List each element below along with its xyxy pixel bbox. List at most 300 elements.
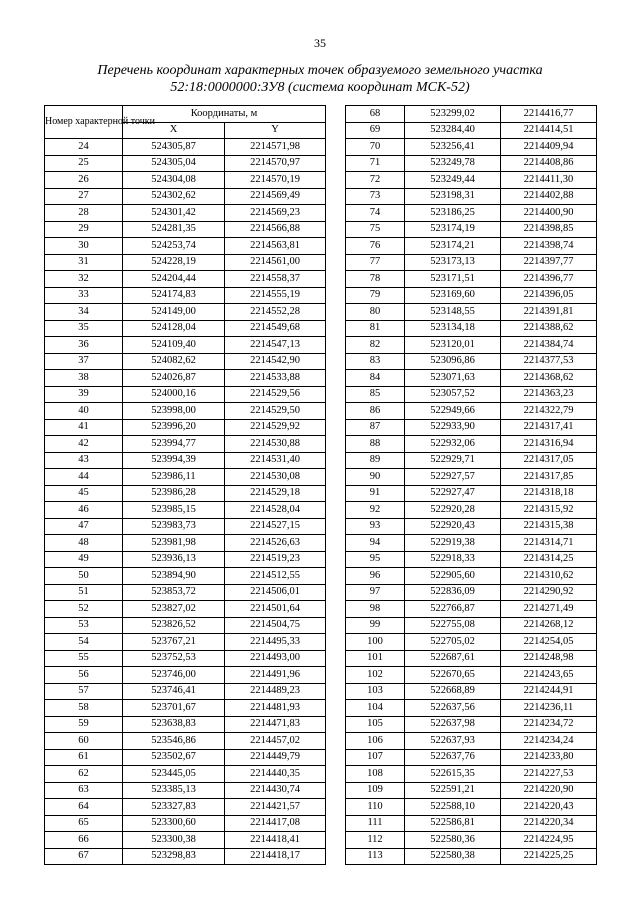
- point-number-cell: 111: [346, 815, 405, 832]
- point-number-cell: 52: [45, 601, 123, 618]
- point-number-cell: 50: [45, 568, 123, 585]
- y-coordinate-cell: 2214315,38: [501, 518, 597, 535]
- table-row: [45, 221, 326, 238]
- table-row: [45, 535, 326, 552]
- x-coordinate-cell: 523767,21: [123, 634, 225, 651]
- point-number-cell: 81: [346, 320, 405, 337]
- y-coordinate-cell: 2214317,05: [501, 452, 597, 469]
- x-coordinate-cell: 524000,16: [123, 386, 225, 403]
- y-coordinate-cell: 2214529,56: [225, 386, 326, 403]
- x-coordinate-cell: 523057,52: [405, 386, 501, 403]
- table-row: [346, 386, 597, 403]
- y-coordinate-cell: 2214398,85: [501, 221, 597, 238]
- x-coordinate-cell: 523983,73: [123, 518, 225, 535]
- x-coordinate-cell: 523986,28: [123, 485, 225, 502]
- point-number-cell: 76: [346, 238, 405, 255]
- point-number-cell: 102: [346, 667, 405, 684]
- coordinates-table-left: [44, 105, 326, 865]
- point-number-cell: 53: [45, 617, 123, 634]
- table-row: [45, 716, 326, 733]
- table-row: [45, 188, 326, 205]
- table-row: [346, 568, 597, 585]
- table-row: [45, 832, 326, 849]
- y-coordinate-cell: 2214220,34: [501, 815, 597, 832]
- table-row: [45, 551, 326, 568]
- y-coordinate-cell: 2214549,68: [225, 320, 326, 337]
- table-row: [45, 155, 326, 172]
- point-number-cell: 61: [45, 749, 123, 766]
- x-coordinate-cell: 523986,11: [123, 469, 225, 486]
- point-number-cell: 43: [45, 452, 123, 469]
- table-row: [346, 320, 597, 337]
- x-coordinate-cell: 523994,77: [123, 436, 225, 453]
- y-coordinate-cell: 2214290,92: [501, 584, 597, 601]
- table-row: [346, 304, 597, 321]
- y-coordinate-cell: 2214316,94: [501, 436, 597, 453]
- y-coordinate-cell: 2214471,83: [225, 716, 326, 733]
- point-number-cell: 79: [346, 287, 405, 304]
- point-number-cell: 104: [346, 700, 405, 717]
- table-row: [45, 617, 326, 634]
- x-coordinate-cell: 524305,04: [123, 155, 225, 172]
- x-coordinate-cell: 523299,02: [405, 106, 501, 123]
- x-coordinate-cell: 523071,63: [405, 370, 501, 387]
- table-row: [45, 766, 326, 783]
- point-number-cell: 97: [346, 584, 405, 601]
- x-coordinate-cell: 523853,72: [123, 584, 225, 601]
- y-coordinate-cell: 2214409,94: [501, 139, 597, 156]
- table-row: [346, 502, 597, 519]
- x-coordinate-cell: 522670,65: [405, 667, 501, 684]
- table-row: [346, 485, 597, 502]
- x-coordinate-cell: 523249,78: [405, 155, 501, 172]
- point-number-cell: 32: [45, 271, 123, 288]
- point-number-cell: 65: [45, 815, 123, 832]
- y-coordinate-cell: 2214542,90: [225, 353, 326, 370]
- table-row: [346, 766, 597, 783]
- point-number-cell: 26: [45, 172, 123, 189]
- title-line-1: Перечень координат характерных точек образуемого земельного участка: [97, 63, 543, 78]
- table-row: [45, 502, 326, 519]
- x-coordinate-cell: 523752,53: [123, 650, 225, 667]
- y-coordinate-cell: 2214368,62: [501, 370, 597, 387]
- point-number-cell: 107: [346, 749, 405, 766]
- x-coordinate-cell: 523096,86: [405, 353, 501, 370]
- x-coordinate-cell: 522580,36: [405, 832, 501, 849]
- point-number-cell: 28: [45, 205, 123, 222]
- point-number-cell: 75: [346, 221, 405, 238]
- table-row: [346, 683, 597, 700]
- table-row: [45, 320, 326, 337]
- point-number-cell: 40: [45, 403, 123, 420]
- y-coordinate-cell: 2214384,74: [501, 337, 597, 354]
- table-row: [346, 782, 597, 799]
- y-coordinate-cell: 2214501,64: [225, 601, 326, 618]
- x-coordinate-cell: 523134,18: [405, 320, 501, 337]
- x-coordinate-cell: 522591,21: [405, 782, 501, 799]
- coordinates-table-right: [345, 105, 597, 865]
- table-row: [346, 518, 597, 535]
- x-coordinate-cell: 523300,60: [123, 815, 225, 832]
- point-number-cell: 59: [45, 716, 123, 733]
- point-number-cell: 34: [45, 304, 123, 321]
- point-number-cell: 109: [346, 782, 405, 799]
- point-number-cell: 94: [346, 535, 405, 552]
- table-row: [45, 584, 326, 601]
- x-coordinate-cell: 522927,57: [405, 469, 501, 486]
- y-coordinate-cell: 2214314,71: [501, 535, 597, 552]
- point-number-cell: 37: [45, 353, 123, 370]
- table-row: [346, 419, 597, 436]
- y-coordinate-cell: 2214398,74: [501, 238, 597, 255]
- point-number-cell: 56: [45, 667, 123, 684]
- point-number-cell: 42: [45, 436, 123, 453]
- table-row: [346, 353, 597, 370]
- x-coordinate-cell: 523894,90: [123, 568, 225, 585]
- x-coordinate-cell: 524082,62: [123, 353, 225, 370]
- point-number-cell: 106: [346, 733, 405, 750]
- x-coordinate-cell: 523445,05: [123, 766, 225, 783]
- table-row: [45, 683, 326, 700]
- point-number-cell: 38: [45, 370, 123, 387]
- table-row: [45, 650, 326, 667]
- x-coordinate-cell: 522920,28: [405, 502, 501, 519]
- y-coordinate-cell: 2214388,62: [501, 320, 597, 337]
- y-coordinate-cell: 2214243,65: [501, 667, 597, 684]
- y-coordinate-cell: 2214555,19: [225, 287, 326, 304]
- point-number-cell: 66: [45, 832, 123, 849]
- y-coordinate-cell: 2214248,98: [501, 650, 597, 667]
- x-coordinate-cell: 523120,01: [405, 337, 501, 354]
- y-coordinate-cell: 2214504,75: [225, 617, 326, 634]
- table-row: [346, 832, 597, 849]
- point-number-cell: 25: [45, 155, 123, 172]
- table-row: [45, 205, 326, 222]
- y-coordinate-cell: 2214526,63: [225, 535, 326, 552]
- x-coordinate-cell: 523300,38: [123, 832, 225, 849]
- y-coordinate-cell: 2214570,97: [225, 155, 326, 172]
- point-number-cell: 90: [346, 469, 405, 486]
- table-row: [346, 634, 597, 651]
- header-coordinates: Координаты, м: [123, 106, 326, 123]
- y-coordinate-cell: 2214418,41: [225, 832, 326, 849]
- x-coordinate-cell: 523638,83: [123, 716, 225, 733]
- y-coordinate-cell: 2214234,24: [501, 733, 597, 750]
- x-coordinate-cell: 522918,33: [405, 551, 501, 568]
- point-number-cell: 48: [45, 535, 123, 552]
- y-coordinate-cell: 2214396,77: [501, 271, 597, 288]
- y-coordinate-cell: 2214569,23: [225, 205, 326, 222]
- point-number-cell: 63: [45, 782, 123, 799]
- x-coordinate-cell: 522615,35: [405, 766, 501, 783]
- y-coordinate-cell: 2214493,00: [225, 650, 326, 667]
- x-coordinate-cell: 523284,40: [405, 122, 501, 139]
- x-coordinate-cell: 523173,13: [405, 254, 501, 271]
- y-coordinate-cell: 2214397,77: [501, 254, 597, 271]
- x-coordinate-cell: 522637,56: [405, 700, 501, 717]
- table-row: [346, 271, 597, 288]
- x-coordinate-cell: 522705,02: [405, 634, 501, 651]
- y-coordinate-cell: 2214547,13: [225, 337, 326, 354]
- table-row: [45, 848, 326, 865]
- table-row: [45, 452, 326, 469]
- table-row: [45, 518, 326, 535]
- table-row: [346, 337, 597, 354]
- table-row: [45, 139, 326, 156]
- x-coordinate-cell: 522755,08: [405, 617, 501, 634]
- y-coordinate-cell: 2214225,25: [501, 848, 597, 865]
- table-row: [346, 188, 597, 205]
- point-number-cell: 105: [346, 716, 405, 733]
- document-title: [40, 62, 600, 96]
- y-coordinate-cell: 2214411,30: [501, 172, 597, 189]
- table-row: [45, 337, 326, 354]
- x-coordinate-cell: 523826,52: [123, 617, 225, 634]
- point-number-cell: 31: [45, 254, 123, 271]
- x-coordinate-cell: 523256,41: [405, 139, 501, 156]
- y-coordinate-cell: 2214402,88: [501, 188, 597, 205]
- table-row: [45, 304, 326, 321]
- point-number-cell: 98: [346, 601, 405, 618]
- table-row: [45, 799, 326, 816]
- table-row: [346, 799, 597, 816]
- y-coordinate-cell: 2214570,19: [225, 172, 326, 189]
- x-coordinate-cell: 524109,40: [123, 337, 225, 354]
- y-coordinate-cell: 2214268,12: [501, 617, 597, 634]
- y-coordinate-cell: 2214236,11: [501, 700, 597, 717]
- x-coordinate-cell: 523198,31: [405, 188, 501, 205]
- y-coordinate-cell: 2214271,49: [501, 601, 597, 618]
- x-coordinate-cell: 524128,04: [123, 320, 225, 337]
- x-coordinate-cell: 523249,44: [405, 172, 501, 189]
- point-number-cell: 84: [346, 370, 405, 387]
- y-coordinate-cell: 2214317,85: [501, 469, 597, 486]
- y-coordinate-cell: 2214530,88: [225, 436, 326, 453]
- x-coordinate-cell: 522580,38: [405, 848, 501, 865]
- y-coordinate-cell: 2214227,53: [501, 766, 597, 783]
- y-coordinate-cell: 2214391,81: [501, 304, 597, 321]
- x-coordinate-cell: 524228,19: [123, 254, 225, 271]
- point-number-cell: 99: [346, 617, 405, 634]
- table-row: [45, 419, 326, 436]
- x-coordinate-cell: 522588,10: [405, 799, 501, 816]
- y-coordinate-cell: 2214571,98: [225, 139, 326, 156]
- table-row: [45, 568, 326, 585]
- x-coordinate-cell: 523998,00: [123, 403, 225, 420]
- x-coordinate-cell: 522668,89: [405, 683, 501, 700]
- x-coordinate-cell: 522637,93: [405, 733, 501, 750]
- point-number-cell: 62: [45, 766, 123, 783]
- x-coordinate-cell: 523701,67: [123, 700, 225, 717]
- y-coordinate-cell: 2214318,18: [501, 485, 597, 502]
- point-number-cell: 68: [346, 106, 405, 123]
- x-coordinate-cell: 522933,90: [405, 419, 501, 436]
- x-coordinate-cell: 523502,67: [123, 749, 225, 766]
- point-number-cell: 33: [45, 287, 123, 304]
- y-coordinate-cell: 2214530,08: [225, 469, 326, 486]
- y-coordinate-cell: 2214314,25: [501, 551, 597, 568]
- table-row: [346, 238, 597, 255]
- y-coordinate-cell: 2214529,50: [225, 403, 326, 420]
- y-coordinate-cell: 2214558,37: [225, 271, 326, 288]
- point-number-cell: 85: [346, 386, 405, 403]
- point-number-cell: 87: [346, 419, 405, 436]
- x-coordinate-cell: 524305,87: [123, 139, 225, 156]
- x-coordinate-cell: 524204,44: [123, 271, 225, 288]
- x-coordinate-cell: 522920,43: [405, 518, 501, 535]
- table-row: [346, 469, 597, 486]
- y-coordinate-cell: 2214417,08: [225, 815, 326, 832]
- point-number-cell: 51: [45, 584, 123, 601]
- y-coordinate-cell: 2214224,95: [501, 832, 597, 849]
- point-number-cell: 92: [346, 502, 405, 519]
- y-coordinate-cell: 2214220,43: [501, 799, 597, 816]
- table-row: [45, 700, 326, 717]
- point-number-cell: 93: [346, 518, 405, 535]
- y-coordinate-cell: 2214254,05: [501, 634, 597, 651]
- point-number-cell: 27: [45, 188, 123, 205]
- y-coordinate-cell: 2214244,91: [501, 683, 597, 700]
- x-coordinate-cell: 524281,35: [123, 221, 225, 238]
- title-line-2: 52:18:0000000:ЗУ8 (система координат МСК-52): [170, 80, 470, 95]
- y-coordinate-cell: 2214495,33: [225, 634, 326, 651]
- y-coordinate-cell: 2214552,28: [225, 304, 326, 321]
- table-row: [45, 782, 326, 799]
- point-number-cell: 103: [346, 683, 405, 700]
- table-row: [45, 254, 326, 271]
- point-number-cell: 82: [346, 337, 405, 354]
- point-number-cell: 45: [45, 485, 123, 502]
- x-coordinate-cell: 522905,60: [405, 568, 501, 585]
- table-row: [45, 815, 326, 832]
- table-row: [45, 667, 326, 684]
- point-number-cell: 100: [346, 634, 405, 651]
- table-row: [45, 172, 326, 189]
- table-row: [45, 238, 326, 255]
- x-coordinate-cell: 524149,00: [123, 304, 225, 321]
- table-row: [45, 370, 326, 387]
- table-row: [346, 601, 597, 618]
- y-coordinate-cell: 2214489,23: [225, 683, 326, 700]
- y-coordinate-cell: 2214315,92: [501, 502, 597, 519]
- x-coordinate-cell: 523148,55: [405, 304, 501, 321]
- table-row: [45, 287, 326, 304]
- y-coordinate-cell: 2214512,55: [225, 568, 326, 585]
- table-row: [346, 221, 597, 238]
- x-coordinate-cell: 524304,08: [123, 172, 225, 189]
- table-row: [45, 733, 326, 750]
- y-coordinate-cell: 2214561,00: [225, 254, 326, 271]
- header-x: X: [123, 122, 225, 139]
- y-coordinate-cell: 2214566,88: [225, 221, 326, 238]
- x-coordinate-cell: 524302,62: [123, 188, 225, 205]
- x-coordinate-cell: 524301,42: [123, 205, 225, 222]
- table-row: [45, 485, 326, 502]
- table-row: [346, 172, 597, 189]
- y-coordinate-cell: 2214234,72: [501, 716, 597, 733]
- table-row: [346, 584, 597, 601]
- x-coordinate-cell: 523174,19: [405, 221, 501, 238]
- x-coordinate-cell: 522836,09: [405, 584, 501, 601]
- x-coordinate-cell: 523186,25: [405, 205, 501, 222]
- point-number-cell: 24: [45, 139, 123, 156]
- y-coordinate-cell: 2214377,53: [501, 353, 597, 370]
- x-coordinate-cell: 522927,47: [405, 485, 501, 502]
- point-number-cell: 57: [45, 683, 123, 700]
- point-number-cell: 108: [346, 766, 405, 783]
- point-number-cell: 80: [346, 304, 405, 321]
- y-coordinate-cell: 2214569,49: [225, 188, 326, 205]
- point-number-cell: 74: [346, 205, 405, 222]
- point-number-cell: 58: [45, 700, 123, 717]
- y-coordinate-cell: 2214430,74: [225, 782, 326, 799]
- point-number-cell: 70: [346, 139, 405, 156]
- y-coordinate-cell: 2214519,23: [225, 551, 326, 568]
- x-coordinate-cell: 524253,74: [123, 238, 225, 255]
- y-coordinate-cell: 2214416,77: [501, 106, 597, 123]
- x-coordinate-cell: 522586,81: [405, 815, 501, 832]
- x-coordinate-cell: 523546,86: [123, 733, 225, 750]
- y-coordinate-cell: 2214322,79: [501, 403, 597, 420]
- x-coordinate-cell: 523174,21: [405, 238, 501, 255]
- x-coordinate-cell: 522637,76: [405, 749, 501, 766]
- table-row: [346, 535, 597, 552]
- point-number-cell: 101: [346, 650, 405, 667]
- point-number-cell: 113: [346, 848, 405, 865]
- header-point-number: Номер характерной точки: [45, 106, 123, 139]
- x-coordinate-cell: 523746,41: [123, 683, 225, 700]
- table-row: [346, 254, 597, 271]
- point-number-cell: 64: [45, 799, 123, 816]
- x-coordinate-cell: 523171,51: [405, 271, 501, 288]
- point-number-cell: 112: [346, 832, 405, 849]
- point-number-cell: 30: [45, 238, 123, 255]
- point-number-cell: 60: [45, 733, 123, 750]
- point-number-cell: 47: [45, 518, 123, 535]
- point-number-cell: 95: [346, 551, 405, 568]
- header-y: Y: [225, 122, 326, 139]
- point-number-cell: 73: [346, 188, 405, 205]
- point-number-cell: 54: [45, 634, 123, 651]
- x-coordinate-cell: 523985,15: [123, 502, 225, 519]
- table-row: [346, 733, 597, 750]
- table-row: [346, 155, 597, 172]
- y-coordinate-cell: 2214491,96: [225, 667, 326, 684]
- point-number-cell: 110: [346, 799, 405, 816]
- x-coordinate-cell: 523996,20: [123, 419, 225, 436]
- table-row: [45, 469, 326, 486]
- x-coordinate-cell: 523827,02: [123, 601, 225, 618]
- x-coordinate-cell: 522919,38: [405, 535, 501, 552]
- table-row: [346, 815, 597, 832]
- table-row: [346, 370, 597, 387]
- y-coordinate-cell: 2214414,51: [501, 122, 597, 139]
- table-row: [45, 386, 326, 403]
- y-coordinate-cell: 2214481,93: [225, 700, 326, 717]
- y-coordinate-cell: 2214421,57: [225, 799, 326, 816]
- page-number: 35: [314, 36, 326, 50]
- y-coordinate-cell: 2214528,04: [225, 502, 326, 519]
- table-row: [346, 205, 597, 222]
- point-number-cell: 67: [45, 848, 123, 865]
- table-row: [346, 122, 597, 139]
- y-coordinate-cell: 2214563,81: [225, 238, 326, 255]
- y-coordinate-cell: 2214233,80: [501, 749, 597, 766]
- y-coordinate-cell: 2214400,90: [501, 205, 597, 222]
- table-row: [45, 353, 326, 370]
- point-number-cell: 36: [45, 337, 123, 354]
- point-number-cell: 89: [346, 452, 405, 469]
